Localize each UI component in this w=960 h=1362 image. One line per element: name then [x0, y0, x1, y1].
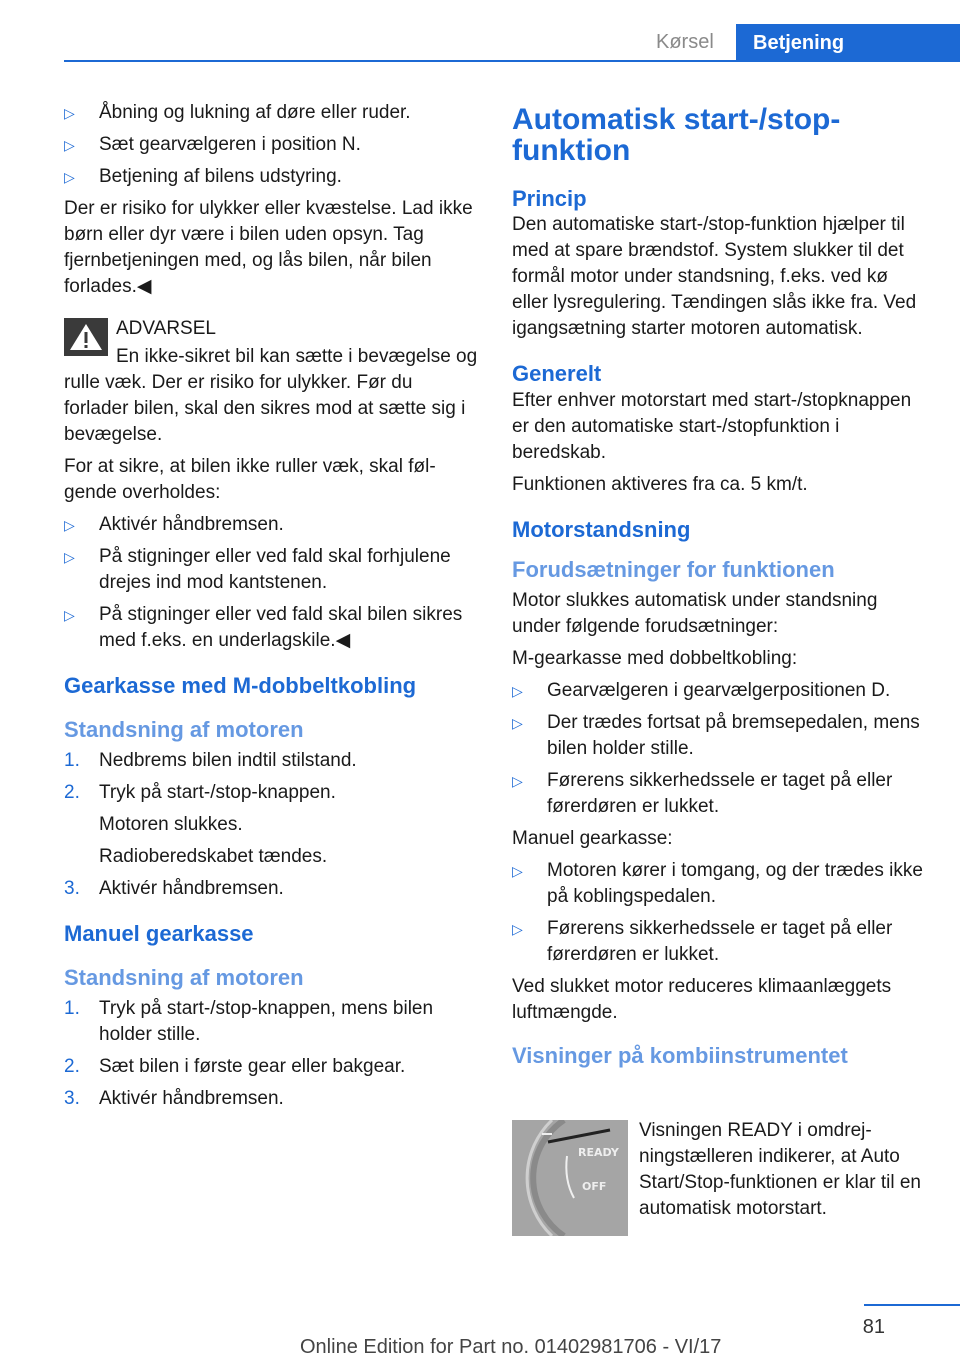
triangle-bullet-icon: ▷	[64, 169, 75, 185]
footer-edition: Online Edition for Part no. 01402981706 - VI/17	[300, 1336, 722, 1358]
warning-triangle-icon	[64, 318, 108, 356]
triangle-bullet-icon: ▷	[512, 921, 523, 937]
triangle-bullet-icon: ▷	[64, 137, 75, 153]
warning-block	[64, 316, 478, 342]
right-column	[512, 98, 928, 1074]
heading-engine-stop: Motorstandsning	[512, 517, 691, 542]
footer-rule	[864, 1304, 960, 1306]
conditions-text: Motor slukkes automatisk under standsning under følgende forudsætninger:	[512, 590, 878, 637]
list-item: ▷ Aktivér håndbremsen.	[64, 512, 478, 538]
manual-gearbox-text: Manuel gearkasse:	[512, 828, 673, 849]
list-item: ▷ Sæt gearvælgeren i position N.	[64, 132, 478, 158]
triangle-bullet-icon: ▷	[512, 683, 523, 699]
list-item: ▷ På stigninger eller ved fald skal bilen sikres med f.eks. en underlagskile.◀	[64, 604, 463, 651]
page-number: 81	[862, 1316, 885, 1338]
heading-manual-gearbox: Manuel gearkasse	[64, 921, 254, 946]
heading-stop-engine: Standsning af motoren	[64, 965, 304, 990]
list-item: ▷ Åbning og lukning af døre eller ruder.	[64, 100, 478, 126]
step-note: Motoren slukkes.	[99, 814, 243, 835]
general-text-2: Funktionen aktiveres fra ca. 5 km/t.	[512, 474, 808, 495]
list-item: ▷ Førerens sikkerhedssele er taget på eller førerdøren er lukket.	[512, 918, 893, 965]
warning-text: En ikke-sikret bil kan sætte i bevægelse og rulle væk. Der er risiko for ulykker. Før du forlader bilen, skal den sikres mod at sætte sig i bevægelse.	[64, 346, 478, 445]
off-label: OFF	[582, 1180, 607, 1193]
risk-paragraph: Der er risiko for ulykker eller kvæstelse. Lad ikke børn eller dyr være i bilen uden opsyn. Tag fjernbetjeningen med, og lås bilen, når bilen forlades.◀	[64, 198, 473, 297]
secure-paragraph: For at sikre, at bilen ikke ruller væk, skal følgende overholdes:	[64, 456, 436, 503]
climate-text: Ved slukket motor reduceres klimaanlæggets luftmængde.	[512, 976, 892, 1023]
triangle-bullet-icon: ▷	[64, 549, 75, 565]
general-text: Efter enhver motorstart med start-/stopknappen er den automatiske start-/stopfunktion i beredskab.	[512, 390, 912, 463]
list-item: ▷ Der trædes fortsat på bremsepedalen, mens bilen holder stille.	[512, 712, 920, 759]
list-item: ▷ Motoren kører i tomgang, og der trædes ikke på koblingspedalen.	[512, 860, 923, 907]
triangle-bullet-icon: ▷	[64, 105, 75, 121]
triangle-bullet-icon: ▷	[512, 773, 523, 789]
list-item: ▷ Betjening af bilens udstyring.	[64, 164, 478, 190]
left-column	[64, 100, 478, 1118]
step-note: Radioberedskabet tændes.	[99, 846, 328, 867]
list-item: 1. Nedbrems bilen indtil stilstand.	[64, 750, 357, 771]
heading-principle: Princip	[512, 186, 587, 211]
tab-korsel[interactable]: Kørsel	[656, 31, 714, 53]
list-item: 3. Aktivér håndbremsen.	[64, 878, 284, 899]
list-item: 1. Tryk på start-/stop-knappen, mens bilen holder stille.	[64, 998, 434, 1045]
m-gearbox-text: M-gearkasse med dobbeltkobling:	[512, 648, 798, 669]
tab-betjening[interactable]: Betjening	[736, 24, 960, 62]
list-item: 2. Tryk på start-/stop-knappen.	[64, 782, 336, 803]
list-item: ▷ Gearvælgeren i gearvælgerpositionen D.	[512, 678, 928, 704]
instrument-cluster-image	[512, 1120, 628, 1236]
heading-stop-engine: Standsning af motoren	[64, 717, 304, 742]
list-item: ▷ Førerens sikkerhedssele er taget på eller førerdøren er lukket.	[512, 770, 893, 817]
list-item: 2. Sæt bilen i første gear eller bakgear.	[64, 1056, 406, 1077]
heading-general: Generelt	[512, 361, 602, 386]
triangle-bullet-icon: ▷	[512, 863, 523, 879]
list-item: 3. Aktivér håndbremsen.	[64, 1088, 284, 1109]
triangle-bullet-icon: ▷	[64, 607, 75, 623]
heading-conditions: Forudsætninger for funktionen	[512, 557, 835, 582]
display-text: Visningen READY i omdrejningstælleren indikerer, at Auto Start/Stop-funktionen er klar til en automatisk motorstart.	[639, 1120, 921, 1219]
page-title: Automatisk start-/stop-funktion	[512, 103, 841, 167]
heading-display: Visninger på kombiinstrumentet	[512, 1043, 848, 1068]
list-item: ▷ På stigninger eller ved fald skal forhjulene drejes ind mod kantstenen.	[64, 546, 451, 593]
ready-label: READY	[578, 1146, 619, 1159]
warning-title: ADVARSEL	[116, 318, 216, 339]
principle-text: Den automatiske start-/stop-funktion hjælper til med at spare brændstof. System slukker til det formål motor under standsning, f.eks. ved kø eller lysregulering. Tændingen slås ikke fra. Ved igangsætning starter motoren automatisk.	[512, 214, 917, 339]
triangle-bullet-icon: ▷	[512, 715, 523, 731]
heading-gearbox: Gearkasse med M-dobbeltkobling	[64, 673, 417, 698]
triangle-bullet-icon: ▷	[64, 517, 75, 533]
